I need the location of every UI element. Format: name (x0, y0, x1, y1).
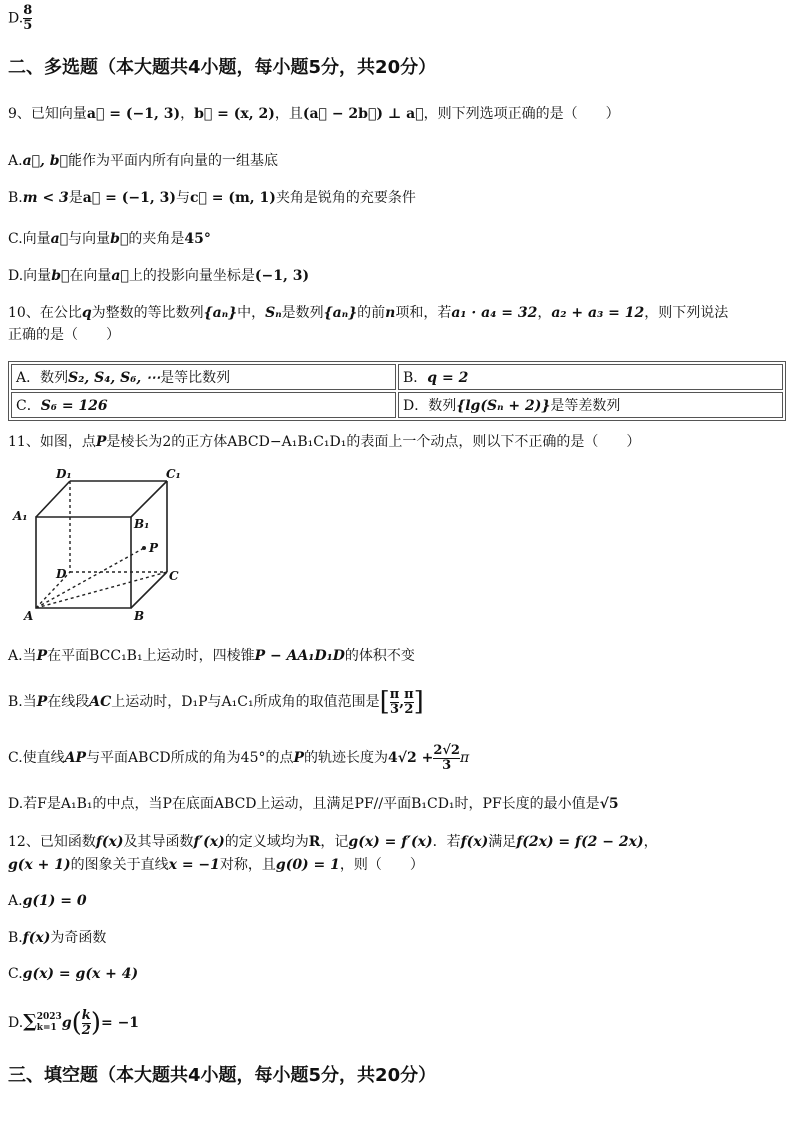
math: n (385, 305, 396, 321)
math: AC (89, 694, 112, 710)
dashed-line-a-p (36, 548, 144, 608)
math: {lg(Sₙ + 2)} (456, 398, 551, 414)
q10-option-a: A．数列S₂, S₄, S₆, ⋯是等比数列 (11, 364, 396, 390)
fraction: $\frac{2√2}{3}$ (433, 742, 460, 773)
math: x = −1 (168, 857, 220, 873)
math: AP (64, 750, 87, 766)
q12-stem-line1: 12、已知函数f(x)及其导函数f′(x)的定义域均为R，记g(x) = f′(x)．若f(x)满足f(2x) = f(2 − 2x)， (8, 834, 658, 850)
math: f(x) (95, 834, 124, 850)
math: {aₙ} (323, 305, 358, 321)
q9-option-d: D.向量b⃗在向量a⃗上的投影向量坐标是(−1, 3) (8, 268, 310, 284)
math: g(0) = 1 (275, 857, 340, 873)
math: f(x) (22, 930, 51, 946)
prev-option-d (8, 4, 32, 33)
q10-stem-line1: 10、在公比q为整数的等比数列{aₙ}中，Sₙ是数列{aₙ}的前n项和，若a₁ · a₄ = 32，a₂ + a₃ = 12，则下列说法 (8, 305, 729, 321)
q11-option-b: B.当P在线段AC上运动时，D₁P与A₁C₁所成角的取值范围是[ $\frac{\pi}{3}$ , $\frac{\pi}{2}$ ] (8, 686, 424, 717)
label-d1: D₁ (56, 467, 72, 481)
math: b⃗ = (x, 2) (194, 106, 275, 122)
math: m < 3 (22, 190, 69, 206)
q12-option-d: D.∑ 2023 k=1 g( $\frac{k}{2}$ )= −1 (8, 1007, 140, 1038)
math: f(x) (460, 834, 489, 850)
q11-option-d: D.若F是A₁B₁的中点，当P在底面ABCD上运动，且满足PF//平面B₁CD₁时，PF长度的最小值是√5 (8, 796, 619, 812)
math: q (81, 305, 92, 321)
math: = −1 (100, 1015, 140, 1031)
math: b⃗ (51, 268, 70, 284)
section-2-heading: 二、多选题（本大题共4小题，每小题5分，共20分） (8, 57, 437, 78)
math: a₁ · a₄ = 32 (451, 305, 538, 321)
edge-b1-c1 (131, 481, 167, 517)
label-b1: B₁ (134, 517, 150, 531)
q12-stem-line2: g(x + 1)的图象关于直线x = −1对称，且g(0) = 1，则（ ） (8, 857, 424, 873)
option-label: D. (8, 10, 24, 27)
fraction: $\frac{k}{2}$ (81, 1007, 91, 1038)
math: P (293, 750, 305, 766)
label-p: P (149, 541, 159, 555)
math: S₆ = 126 (40, 398, 108, 414)
q10-option-d: D．数列{lg(Sₙ + 2)}是等差数列 (398, 392, 783, 418)
math: g(1) = 0 (22, 893, 87, 909)
math: (−1, 3) (254, 268, 310, 284)
math: a₂ + a₃ = 12 (551, 305, 645, 321)
q9-option-c: C.向量a⃗与向量b⃗的夹角是45° (8, 231, 211, 247)
point-p (142, 546, 146, 550)
label-b: B (134, 609, 145, 623)
math: b⃗ (110, 231, 129, 247)
q9-stem: 9、已知向量a⃗ = (−1, 3)，b⃗ = (x, 2)，且(a⃗ − 2b⃗) ⊥ a⃗，则下列选项正确的是（ ） (8, 106, 620, 122)
q11-option-c: C.使直线AP与平面ABCD所成的角为45°的点P的轨迹长度为4√2 + $\frac{2√2}{3}$ π (8, 742, 470, 773)
math: g(x) = f′(x) (348, 834, 433, 850)
math: R (308, 834, 321, 850)
math: c⃗ = (m, 1) (189, 190, 276, 206)
math: a⃗ = (−1, 3) (82, 190, 176, 206)
math: 4√2 + (388, 750, 434, 766)
math: 45° (184, 231, 211, 247)
edge-a1-d1 (36, 481, 70, 517)
q12-option-b: B.f(x)为奇函数 (8, 930, 107, 946)
fraction: $\frac{\pi}{3}$ (389, 686, 400, 717)
label-c: C (169, 569, 179, 583)
math: P (36, 648, 48, 664)
math: {aₙ} (203, 305, 238, 321)
q11-option-a: A.当P在平面BCC₁B₁上运动时，四棱锥P − AA₁D₁D的体积不变 (8, 648, 415, 664)
math: g(x + 1) (8, 857, 71, 873)
q12-option-a: A.g(1) = 0 (8, 893, 87, 909)
label-a: A (24, 609, 34, 623)
edge-b-c (131, 572, 167, 608)
q9-option-b: B.m < 3是a⃗ = (−1, 3)与c⃗ = (m, 1)夹角是锐角的充要条件 (8, 190, 416, 206)
fraction: $\frac{8}{5}$ (23, 3, 33, 33)
math: Sₙ (265, 305, 282, 321)
fraction: $\frac{\pi}{2}$ (404, 686, 414, 717)
label-c1: C₁ (166, 467, 181, 481)
section-3-heading: 三、填空题（本大题共4小题，每小题5分，共20分） (8, 1065, 437, 1086)
math: S₂, S₄, S₆, ⋯ (68, 370, 161, 386)
math: P − AA₁D₁D (254, 648, 345, 664)
math: P (95, 434, 107, 450)
math: g (61, 1015, 72, 1031)
q10-stem-line2: 正确的是（ ） (8, 327, 120, 343)
math: f′(x) (193, 834, 225, 850)
math: f(2x) = f(2 − 2x) (516, 834, 644, 850)
label-a1: A₁ (13, 509, 28, 523)
q11-stem: 11、如图，点P是棱长为2的正方体ABCD−A₁B₁C₁D₁的表面上一个动点，则以下不正确的是（ ） (8, 434, 641, 450)
q10-option-c: C．S₆ = 126 (11, 392, 396, 418)
q9-option-a: A.a⃗, b⃗能作为平面内所有向量的一组基底 (8, 153, 278, 169)
q10-options-table (8, 361, 786, 421)
math: a⃗ (111, 268, 129, 284)
math: q = 2 (427, 370, 469, 386)
math: P (36, 694, 48, 710)
q10-option-b: B．q = 2 (398, 364, 783, 390)
math: a⃗ = (−1, 3) (86, 106, 181, 122)
q12-option-c: C.g(x) = g(x + 4) (8, 966, 139, 982)
math: a⃗, b⃗ (22, 153, 68, 169)
math: g(x) = g(x + 4) (22, 966, 139, 982)
cube-figure (10, 462, 190, 624)
math: √5 (599, 796, 619, 812)
label-d: D (56, 567, 67, 581)
math: (a⃗ − 2b⃗) ⊥ a⃗ (302, 106, 424, 122)
math: a⃗ (50, 231, 69, 247)
